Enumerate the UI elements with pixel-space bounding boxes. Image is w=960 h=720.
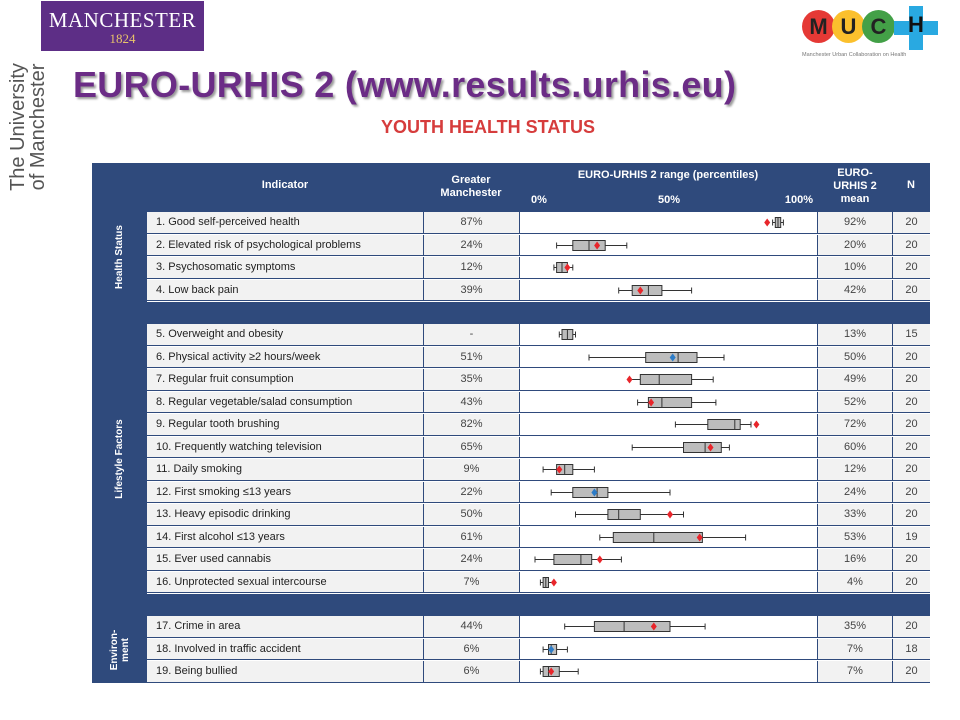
greater-manchester-value: 12% — [423, 257, 519, 279]
table-row — [147, 280, 930, 303]
greater-manchester-marker — [764, 219, 770, 227]
percentile-plot-cell — [519, 639, 817, 661]
boxplot — [520, 212, 818, 233]
table-row — [147, 437, 930, 460]
interquartile-box — [648, 397, 691, 407]
indicator-cell: 8. Regular vegetable/salad consumption — [147, 392, 423, 414]
percentile-plot-cell — [519, 661, 817, 683]
group-label: Environ- ment — [108, 629, 131, 670]
table-header — [92, 163, 930, 212]
interquartile-box — [632, 285, 662, 295]
table-row — [147, 257, 930, 280]
university-of-manchester-logo — [41, 1, 204, 51]
indicator-cell: 6. Physical activity ≥2 hours/week — [147, 347, 423, 369]
indicator-cell: 10. Frequently watching television — [147, 437, 423, 459]
header-tick-100: 100% — [784, 194, 813, 206]
table-row — [147, 324, 930, 347]
group-lifestyle-factors — [92, 324, 147, 594]
boxplot — [520, 257, 818, 278]
n-value: 20 — [892, 661, 930, 683]
n-value: 20 — [892, 414, 930, 436]
indicator-cell: 17. Crime in area — [147, 616, 423, 638]
group-label: Lifestyle Factors — [113, 419, 125, 499]
logo-year: 1824 — [109, 31, 136, 46]
n-value: 20 — [892, 392, 930, 414]
euro-urhis-mean-value: 4% — [817, 572, 892, 594]
greater-manchester-value: 44% — [423, 616, 519, 638]
boxplot — [520, 347, 818, 368]
page-title: EURO-URHIS 2 (www.results.urhis.eu) — [73, 64, 737, 105]
percentile-plot-cell — [519, 459, 817, 481]
boxplot — [520, 437, 818, 458]
percentile-plot-cell — [519, 392, 817, 414]
n-value: 20 — [892, 459, 930, 481]
greater-manchester-value: 50% — [423, 504, 519, 526]
n-value: 20 — [892, 347, 930, 369]
header-mean: EURO- URHIS 2 mean — [833, 167, 877, 205]
indicator-cell: 14. First alcohol ≤13 years — [147, 527, 423, 549]
interquartile-box — [708, 420, 740, 430]
percentile-plot-cell — [519, 257, 817, 279]
interquartile-box — [554, 555, 592, 565]
interquartile-box — [684, 442, 722, 452]
table-row — [147, 347, 930, 370]
university-side-line-2: of Manchester — [27, 63, 49, 191]
interquartile-box — [640, 375, 691, 385]
percentile-plot-cell — [519, 504, 817, 526]
euro-urhis-mean-value: 7% — [817, 661, 892, 683]
greater-manchester-value: 22% — [423, 482, 519, 504]
percentile-plot-cell — [519, 324, 817, 346]
euro-urhis-mean-value: 35% — [817, 616, 892, 638]
percentile-plot-cell — [519, 482, 817, 504]
percentile-plot-cell — [519, 437, 817, 459]
much-letter-m: M — [802, 10, 835, 43]
much-plus-icon — [894, 6, 938, 50]
percentile-plot-cell — [519, 572, 817, 594]
euro-urhis-mean-value: 72% — [817, 414, 892, 436]
boxplot — [520, 324, 818, 345]
much-tagline: Manchester Urban Collaboration on Health — [802, 52, 907, 58]
percentile-plot-cell — [519, 369, 817, 391]
percentile-plot-cell — [519, 414, 817, 436]
greater-manchester-value: 9% — [423, 459, 519, 481]
indicator-cell: 16. Unprotected sexual intercourse — [147, 572, 423, 594]
n-value: 20 — [892, 504, 930, 526]
boxplot — [520, 572, 818, 593]
greater-manchester-value: 82% — [423, 414, 519, 436]
greater-manchester-marker — [597, 556, 603, 564]
greater-manchester-value: 7% — [423, 572, 519, 594]
greater-manchester-value: 35% — [423, 369, 519, 391]
n-value: 20 — [892, 572, 930, 594]
greater-manchester-value: 24% — [423, 235, 519, 257]
indicator-cell: 12. First smoking ≤13 years — [147, 482, 423, 504]
table-row — [147, 235, 930, 258]
page-subtitle: YOUTH HEALTH STATUS — [381, 117, 595, 137]
boxplot — [520, 661, 818, 682]
header-n: N — [907, 179, 915, 191]
group-label: Health Status — [113, 225, 125, 289]
table-row — [147, 459, 930, 482]
euro-urhis-mean-value: 20% — [817, 235, 892, 257]
interquartile-box — [594, 622, 670, 632]
euro-urhis-mean-value: 7% — [817, 639, 892, 661]
greater-manchester-value: 87% — [423, 212, 519, 234]
greater-manchester-marker — [627, 376, 633, 384]
euro-urhis-mean-value: 49% — [817, 369, 892, 391]
greater-manchester-marker — [753, 421, 759, 429]
header-indicator: Indicator — [261, 179, 309, 191]
euro-urhis-mean-value: 92% — [817, 212, 892, 234]
n-value: 20 — [892, 616, 930, 638]
euro-urhis-mean-value: 24% — [817, 482, 892, 504]
euro-urhis-mean-value: 13% — [817, 324, 892, 346]
n-value: 15 — [892, 324, 930, 346]
percentile-plot-cell — [519, 549, 817, 571]
n-value: 20 — [892, 212, 930, 234]
group-separator — [92, 594, 930, 616]
table-row — [147, 504, 930, 527]
table-row — [147, 616, 930, 639]
n-value: 20 — [892, 280, 930, 302]
group-environment — [92, 616, 147, 683]
euro-urhis-mean-value: 12% — [817, 459, 892, 481]
euro-urhis-mean-value: 10% — [817, 257, 892, 279]
euro-urhis-mean-value: 60% — [817, 437, 892, 459]
table-row — [147, 639, 930, 662]
indicator-cell: 11. Daily smoking — [147, 459, 423, 481]
indicator-cell: 4. Low back pain — [147, 280, 423, 302]
greater-manchester-value: 24% — [423, 549, 519, 571]
indicator-cell: 1. Good self-perceived health — [147, 212, 423, 234]
table-row — [147, 369, 930, 392]
indicator-cell: 19. Being bullied — [147, 661, 423, 683]
table-row — [147, 414, 930, 437]
euro-urhis-mean-value: 16% — [817, 549, 892, 571]
group-separator — [92, 302, 930, 324]
indicator-cell: 7. Regular fruit consumption — [147, 369, 423, 391]
interquartile-box — [573, 487, 608, 497]
boxplot — [520, 549, 818, 570]
table-row — [147, 527, 930, 550]
percentile-plot-cell — [519, 235, 817, 257]
header-range-title: EURO-URHIS 2 range (percentiles) — [577, 169, 759, 181]
indicator-cell: 13. Heavy episodic drinking — [147, 504, 423, 526]
much-letter-h: H — [908, 12, 924, 37]
much-logo — [802, 6, 957, 66]
boxplot — [520, 392, 818, 413]
header-tick-0: 0% — [531, 194, 547, 206]
n-value: 20 — [892, 257, 930, 279]
greater-manchester-value: 6% — [423, 639, 519, 661]
interquartile-box — [608, 510, 640, 520]
greater-manchester-value: 43% — [423, 392, 519, 414]
n-value: 20 — [892, 482, 930, 504]
euro-urhis-mean-value: 33% — [817, 504, 892, 526]
table-row — [147, 549, 930, 572]
greater-manchester-value: - — [423, 324, 519, 346]
greater-manchester-value: 39% — [423, 280, 519, 302]
interquartile-box — [613, 532, 702, 542]
euro-urhis-mean-value: 50% — [817, 347, 892, 369]
boxplot — [520, 527, 818, 548]
n-value: 20 — [892, 549, 930, 571]
boxplot — [520, 504, 818, 525]
greater-manchester-value: 65% — [423, 437, 519, 459]
greater-manchester-value: 6% — [423, 661, 519, 683]
boxplot — [520, 280, 818, 301]
table-row — [147, 572, 930, 595]
indicator-cell: 2. Elevated risk of psychological problems — [147, 235, 423, 257]
group-health-status — [92, 212, 147, 302]
n-value: 20 — [892, 437, 930, 459]
percentile-plot-cell — [519, 616, 817, 638]
n-value: 20 — [892, 369, 930, 391]
header-tick-50: 50% — [657, 194, 681, 206]
indicator-cell: 18. Involved in traffic accident — [147, 639, 423, 661]
greater-manchester-marker — [551, 578, 557, 586]
percentile-plot-cell — [519, 527, 817, 549]
n-value: 19 — [892, 527, 930, 549]
euro-urhis-mean-value: 53% — [817, 527, 892, 549]
indicator-cell: 3. Psychosomatic symptoms — [147, 257, 423, 279]
boxplot — [520, 639, 818, 660]
boxplot — [520, 459, 818, 480]
n-value: 20 — [892, 235, 930, 257]
percentile-plot-cell — [519, 212, 817, 234]
euro-urhis-mean-value: 42% — [817, 280, 892, 302]
boxplot — [520, 414, 818, 435]
university-side-text — [8, 47, 52, 207]
percentile-plot-cell — [519, 347, 817, 369]
indicator-cell: 15. Ever used cannabis — [147, 549, 423, 571]
logo-wordmark: MANCHESTER — [48, 8, 197, 32]
results-table — [92, 163, 930, 683]
boxplot — [520, 482, 818, 503]
university-side-line-1: The University — [7, 63, 29, 191]
indicator-cell: 5. Overweight and obesity — [147, 324, 423, 346]
table-row — [147, 482, 930, 505]
boxplot — [520, 235, 818, 256]
boxplot — [520, 616, 818, 637]
boxplot — [520, 369, 818, 390]
table-row — [147, 392, 930, 415]
greater-manchester-marker — [667, 511, 673, 519]
indicator-cell: 9. Regular tooth brushing — [147, 414, 423, 436]
n-value: 18 — [892, 639, 930, 661]
header-greater-manchester: Greater Manchester — [440, 174, 502, 199]
much-letter-c: C — [862, 10, 895, 43]
table-row — [147, 212, 930, 235]
percentile-plot-cell — [519, 280, 817, 302]
greater-manchester-value: 51% — [423, 347, 519, 369]
table-row — [147, 661, 930, 684]
euro-urhis-mean-value: 52% — [817, 392, 892, 414]
much-letter-u: U — [832, 10, 865, 43]
greater-manchester-value: 61% — [423, 527, 519, 549]
